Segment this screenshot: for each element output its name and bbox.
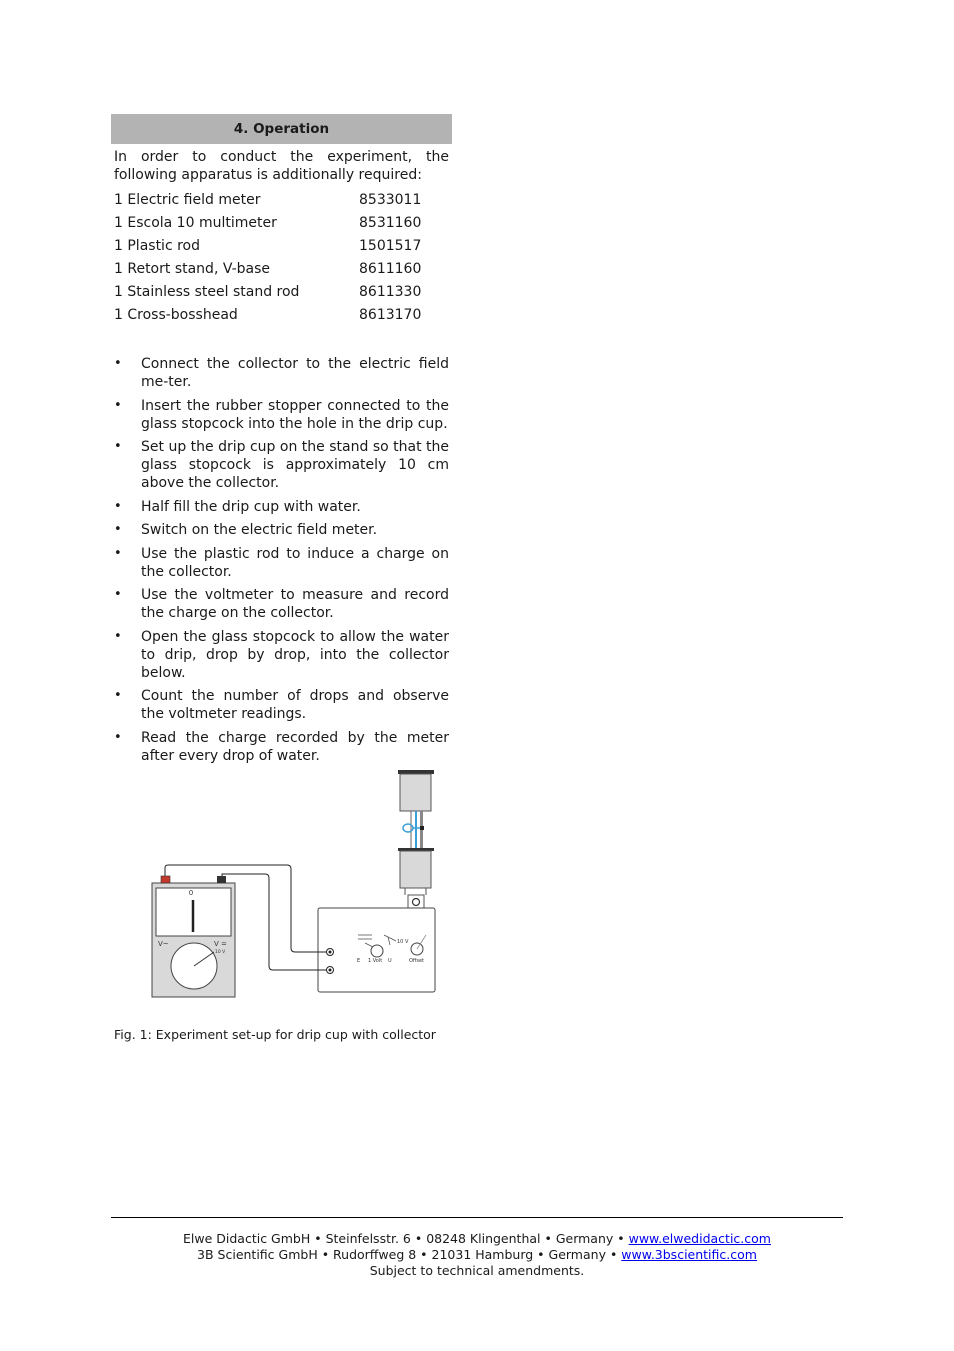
- procedure-step: [111, 355, 452, 391]
- step-text: Open the glass stopcock to allow the water to drip, drop by drop, into the collector below.: [141, 628, 449, 681]
- equipment-row: [114, 235, 452, 258]
- bullet-icon: •: [114, 628, 122, 644]
- 3b-website-link[interactable]: www.3bscientific.com: [621, 1247, 757, 1262]
- procedure-step: [111, 438, 452, 492]
- fm-u-label: U: [388, 958, 392, 964]
- equipment-code: 8533011: [359, 192, 422, 208]
- meter-ac-label: V~: [158, 940, 169, 948]
- equipment-name: 1 Plastic rod: [114, 238, 200, 254]
- equipment-code: 8611330: [359, 284, 422, 300]
- bullet-icon: •: [114, 587, 122, 602]
- procedure-step: [111, 687, 452, 723]
- figure-caption: Fig. 1: Experiment set-up for drip cup with collector: [114, 1027, 436, 1042]
- bullet-icon: •: [114, 356, 122, 371]
- multimeter: [152, 876, 235, 997]
- equipment-name: 1 Retort stand, V-base: [114, 261, 271, 277]
- bullet-icon: •: [114, 397, 122, 413]
- electric-field-meter: [318, 908, 435, 992]
- footer-address-elwe: Elwe Didactic GmbH • Steinfelsstr. 6 • 08248 Klingenthal • Germany •: [183, 1231, 629, 1246]
- bullet-icon: •: [114, 688, 122, 703]
- equipment-code: 8613170: [359, 307, 422, 323]
- step-text: Connect the collector to the electric field me-ter.: [141, 356, 449, 390]
- step-text: Set up the drip cup on the stand so that the glass stopcock is approximately 10 cm above the collector.: [141, 439, 449, 491]
- footer-divider: [111, 1217, 843, 1218]
- equipment-row: [114, 189, 452, 212]
- meter-range-label: 10 V: [215, 950, 226, 955]
- step-text: Use the plastic rod to induce a charge on the collector.: [141, 545, 449, 580]
- procedure-step: [111, 397, 452, 433]
- equipment-row: [114, 212, 452, 235]
- experiment-figure: [140, 765, 450, 1005]
- operation-column: [111, 114, 452, 770]
- procedure-step: [111, 628, 452, 682]
- black-terminal-icon: [217, 876, 226, 883]
- footer-address-3b: 3B Scientific GmbH • Rudorffweg 8 • 21031 Hamburg • Germany •: [197, 1247, 622, 1262]
- step-text: Count the number of drops and observe the voltmeter readings.: [141, 688, 449, 722]
- equipment-name: 1 Escola 10 multimeter: [114, 215, 277, 231]
- step-text: Insert the rubber stopper connected to the glass stopcock into the hole in the drip cup.: [141, 397, 449, 432]
- equipment-list: [114, 189, 452, 327]
- fm-e-label: E: [357, 958, 361, 964]
- step-text: Switch on the electric field meter.: [141, 522, 378, 538]
- step-text: Use the voltmeter to measure and record the charge on the collector.: [141, 587, 449, 621]
- equipment-code: 8611160: [359, 261, 422, 277]
- equipment-code: 1501517: [359, 238, 422, 254]
- bullet-icon: •: [114, 522, 122, 537]
- equipment-row: [114, 281, 452, 304]
- equipment-code: 8531160: [359, 215, 422, 231]
- red-terminal-icon: [161, 876, 170, 883]
- page-footer: [111, 1231, 843, 1279]
- equipment-name: 1 Electric field meter: [114, 192, 261, 208]
- procedure-step: [111, 521, 452, 539]
- fm-offset-label: Offset: [409, 958, 425, 964]
- procedure-step: [111, 545, 452, 581]
- procedure-step: [111, 729, 452, 765]
- procedure-steps: [111, 355, 452, 765]
- section-title: 4. Operation: [111, 114, 452, 144]
- step-text: Read the charge recorded by the meter after every drop of water.: [141, 729, 449, 764]
- intro-paragraph: In order to conduct the experiment, the following apparatus is additionally required:: [114, 149, 449, 183]
- bullet-icon: •: [114, 729, 122, 745]
- fm-10v-label: 10 V: [397, 939, 409, 945]
- equipment-row: [114, 304, 452, 327]
- meter-dc-label: V =: [214, 940, 227, 948]
- procedure-step: [111, 498, 452, 516]
- bullet-icon: •: [114, 545, 122, 561]
- procedure-step: [111, 586, 452, 622]
- footer-line-3: Subject to technical amendments.: [369, 1263, 585, 1278]
- bullet-icon: •: [114, 439, 122, 454]
- meter-zero-label: 0: [188, 889, 194, 897]
- equipment-name: 1 Stainless steel stand rod: [114, 284, 300, 300]
- collector-icon: [398, 848, 434, 909]
- step-text: Half fill the drip cup with water.: [141, 498, 361, 515]
- equipment-name: 1 Cross-bosshead: [114, 307, 238, 323]
- drip-cup-icon: [398, 770, 434, 849]
- footer-line-2: [111, 1247, 843, 1263]
- elwe-website-link[interactable]: www.elwedidactic.com: [628, 1231, 771, 1246]
- equipment-row: [114, 258, 452, 281]
- footer-line-1: [111, 1231, 843, 1247]
- bullet-icon: •: [114, 498, 122, 514]
- setup-diagram: [140, 765, 450, 1005]
- fm-1volt-label: 1 Volt: [368, 958, 383, 964]
